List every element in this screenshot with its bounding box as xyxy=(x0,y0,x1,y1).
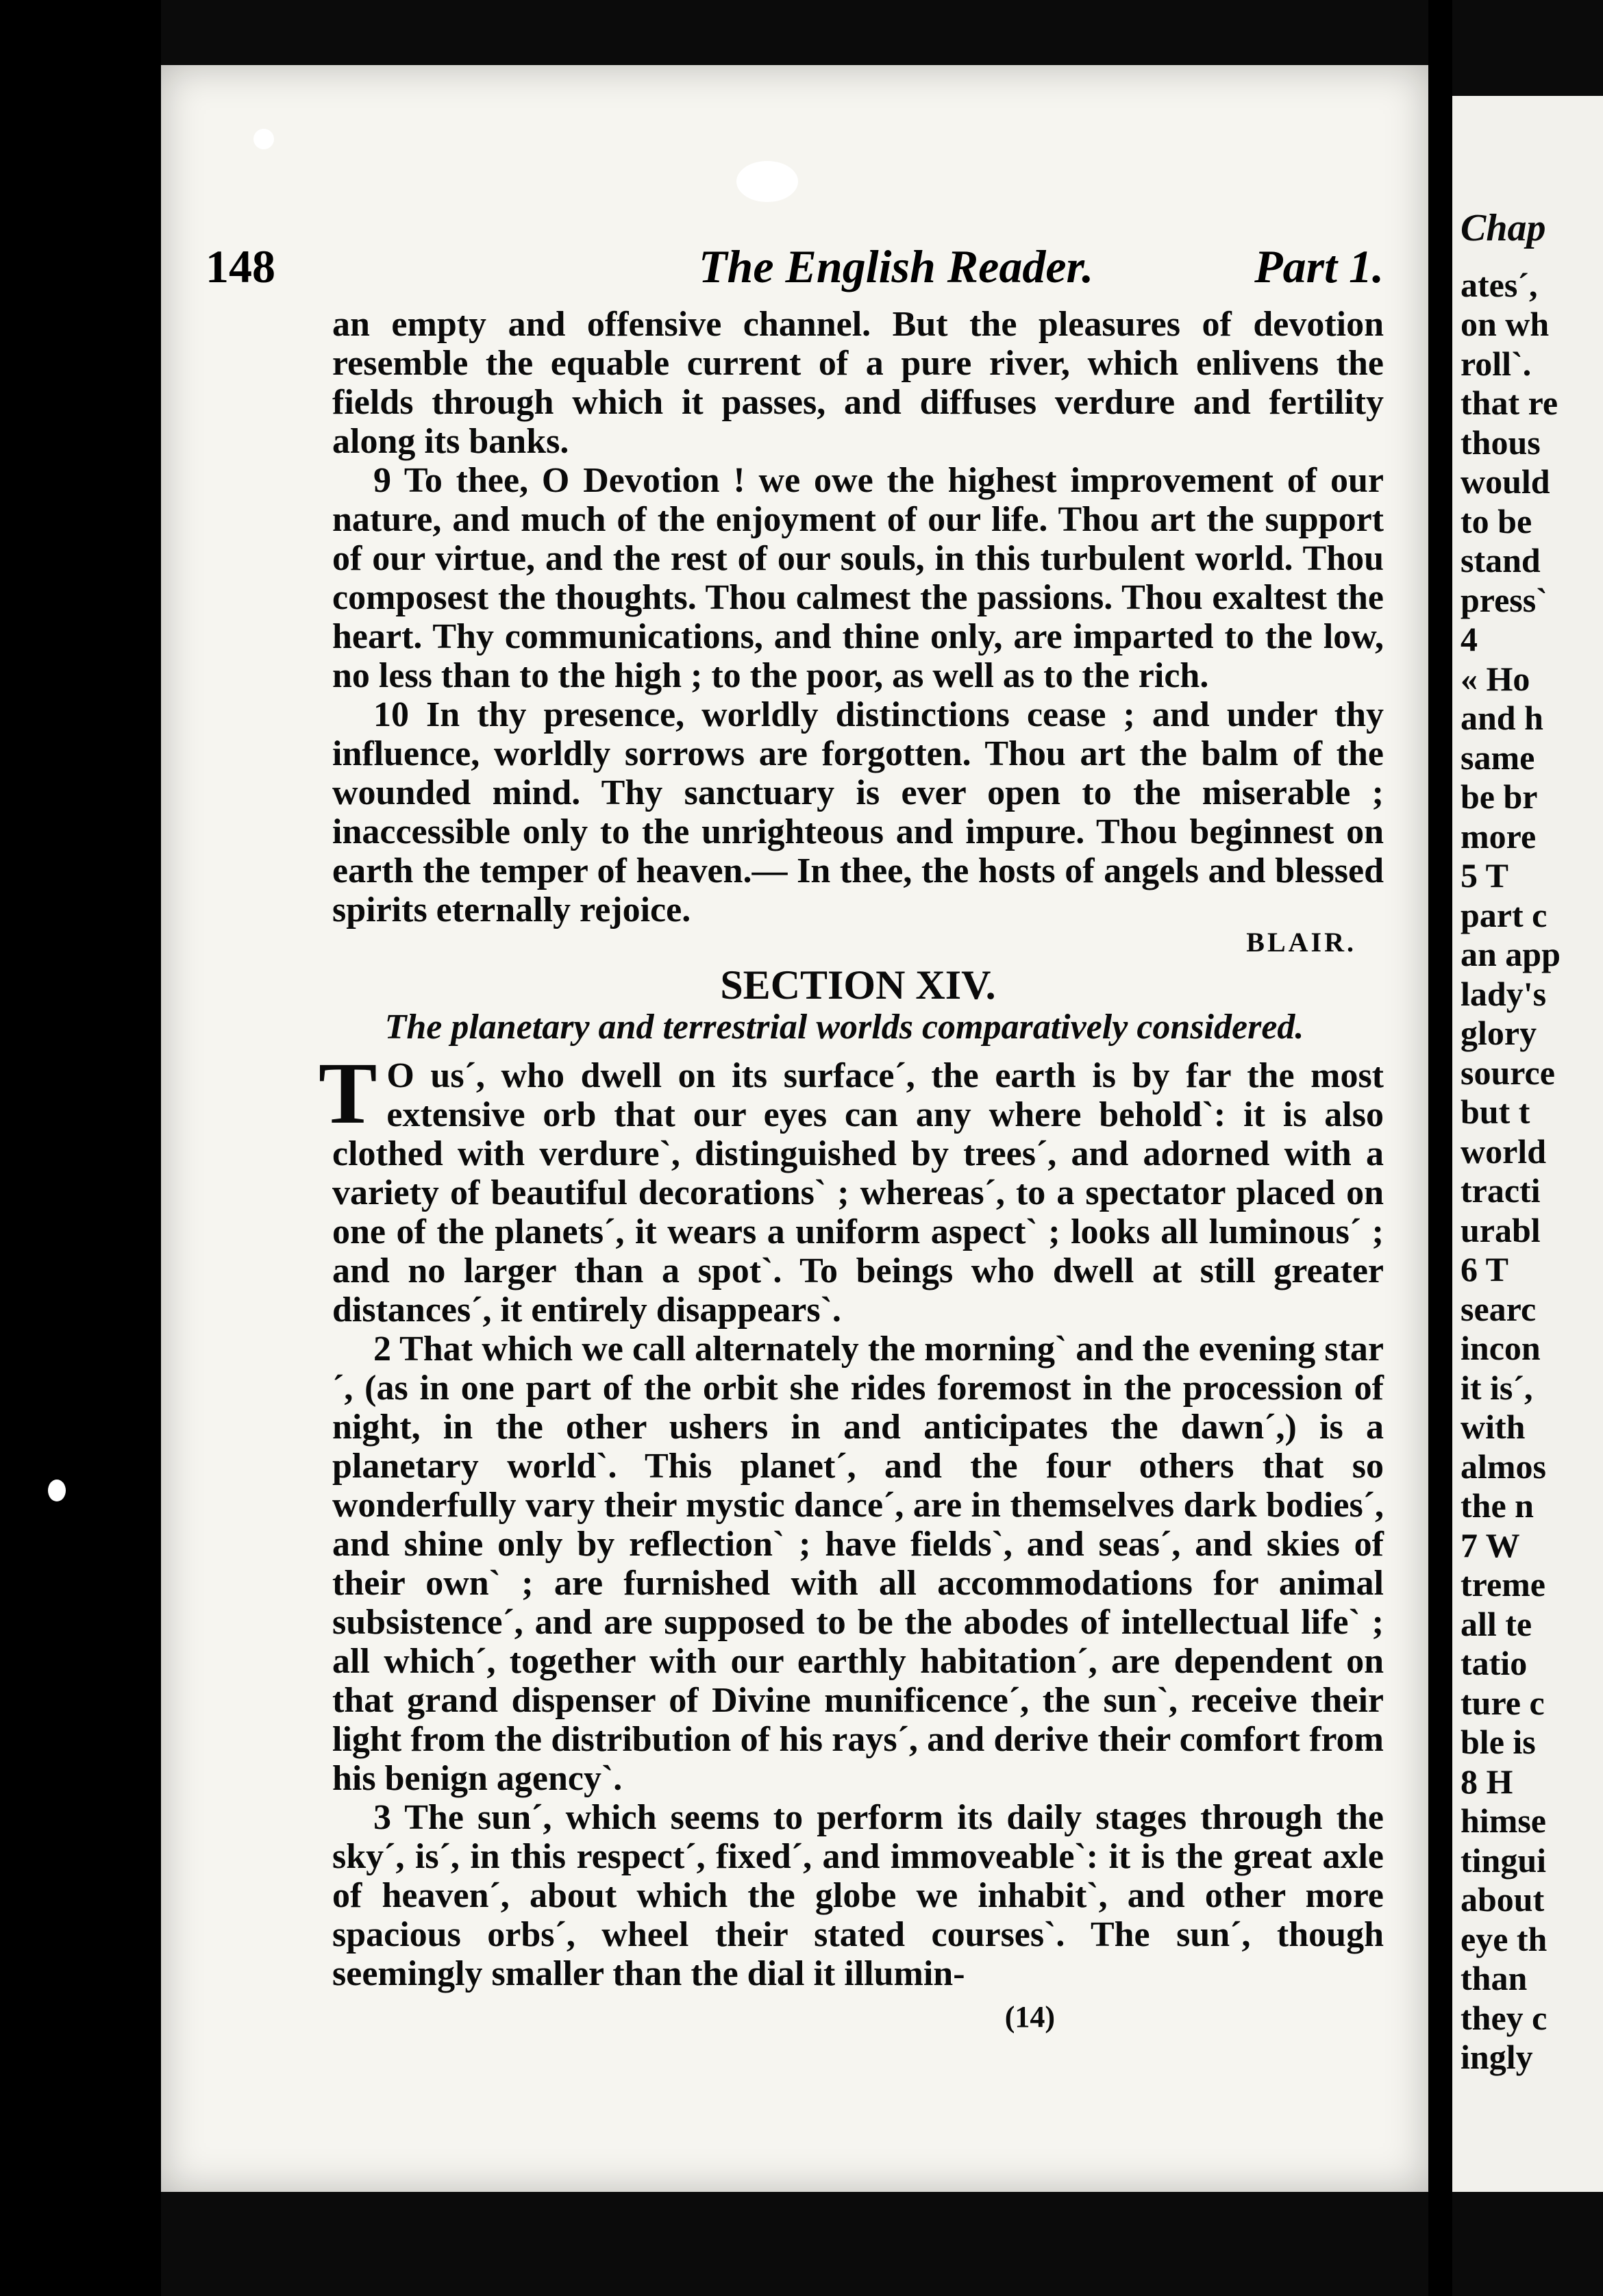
author-signature: BLAIR. xyxy=(1246,927,1356,958)
facing-page-line: would xyxy=(1461,462,1550,501)
facing-page-line: part c xyxy=(1461,895,1548,934)
facing-page-line: they c xyxy=(1461,1998,1548,2037)
facing-page-line: 5 T xyxy=(1461,856,1508,895)
left-binding-shadow xyxy=(0,0,161,2296)
facing-page-line: same xyxy=(1461,738,1535,777)
facing-page-line: and h xyxy=(1461,699,1543,737)
paper-speck xyxy=(736,161,798,202)
facing-page-line: 8 H xyxy=(1461,1762,1513,1801)
facing-page-line: tingui xyxy=(1461,1840,1547,1880)
running-title: The English Reader. xyxy=(699,240,1094,292)
facing-page-line: ble is xyxy=(1461,1723,1536,1761)
facing-page-line: ates´, xyxy=(1461,265,1538,304)
facing-page-line: on wh xyxy=(1461,305,1550,343)
facing-page-line: roll`. xyxy=(1461,344,1532,383)
facing-page-line: treme xyxy=(1461,1565,1545,1604)
section-subtitle: The planetary and terrestrial worlds comparatively considered. xyxy=(384,1008,1304,1047)
facing-page-line: source xyxy=(1461,1053,1555,1092)
facing-page-line: ingly xyxy=(1461,2038,1533,2076)
facing-page-line: lady's xyxy=(1461,974,1547,1013)
section-paragraph-1-text: O us´, who dwell on its surface´, the earth is by far the most extensive orb that our eyes can any where behold`: it is also clothed with verdure`, distinguished by trees´, and adorned with a variety of beautiful decorations` ; whereas´, to a spectator placed on one of the planets´, it wears a uniform aspect` ; looks all luminous´ ; and no larger than a spot`. To beings who dwell at still greater distances´, it entirely disappears`. xyxy=(332,1056,1384,1330)
signature-mark: (14) xyxy=(1004,2000,1055,2034)
facing-page-line: more xyxy=(1461,816,1537,856)
facing-page-line: 7 W xyxy=(1461,1525,1520,1564)
facing-page-line: be br xyxy=(1461,777,1538,816)
facing-page-line: press` xyxy=(1461,580,1548,619)
facing-page-line: tracti xyxy=(1461,1171,1541,1210)
section-paragraph-2: 2 That which we call alternately the morning` and the evening star´, (as in one part of the orbit she rides foremost in the procession of night, in the other ushers in and anticipates the dawn´,) is a planetary world`. This planet´, and the four others that so wonderfully vary their mystic dance´, are in themselves dark bodies´, and shine only by reflection` ; have fields`, and seas´, and skies of their own` ; are furnished with all accommodations for animal subsistence´, and are supposed to be the abodes of intellectual life` ; all which´, together with our earthly habitation´, are dependent on that grand dispenser of Divine munificence´, the sun`, receive their light from the distribution of his rays´, and derive their comfort from his benign agency`. xyxy=(332,1330,1384,1798)
continued-paragraph: an empty and offensive channel. But the pleasures of devotion resemble the equable current of a pure river, which enlivens the fields through which it passes, and diffuses verdure and fertility along its banks. xyxy=(332,305,1384,461)
facing-page-line: to be xyxy=(1461,501,1532,540)
facing-page-header: Chap xyxy=(1461,207,1546,249)
facing-page-line: searc xyxy=(1461,1289,1537,1328)
page-number: 148 xyxy=(206,240,275,292)
part-label: Part 1. xyxy=(1254,240,1384,292)
drop-cap: T xyxy=(319,1045,377,1142)
paragraph-9: 9 To thee, O Devotion ! we owe the highest improvement of our nature, and much of the enjoyment of our life. Thou art the support of our virtue, and the rest of our souls, in this turbulent world. Thou composest the thoughts. Thou calmest the passions. Thou exaltest the heart. Thy communications, and thine only, are imparted to the low, no less than to the high ; to the poor, as well as to the rich. xyxy=(332,461,1384,695)
paragraph-10: 10 In thy presence, worldly distinctions cease ; and under thy influence, worldly sorrows are forgotten. Thou art the balm of the wounded mind. Thy sanctuary is ever open to the miserable ; inaccessible only to the unrighteous and impure. Thou beginnest on earth the temper of heaven.— In thee, the hosts of angels and blessed spirits eternally rejoice. xyxy=(332,695,1384,929)
section-paragraph-1 xyxy=(319,1045,1384,1330)
facing-page-line: « Ho xyxy=(1461,659,1530,698)
facing-page-line: eye th xyxy=(1461,1919,1548,1958)
facing-page-line: world xyxy=(1461,1132,1546,1171)
section-title: SECTION XIV. xyxy=(720,962,996,1008)
facing-page-line: 6 T xyxy=(1461,1250,1508,1288)
facing-page-line: than xyxy=(1461,1959,1528,1997)
facing-page-line: an app xyxy=(1461,935,1561,973)
page-body xyxy=(319,305,1384,2036)
facing-page-line: himse xyxy=(1461,1801,1546,1840)
facing-page-line: with xyxy=(1461,1408,1526,1446)
facing-page-line: but t xyxy=(1461,1093,1530,1131)
paper-speck xyxy=(253,129,274,149)
section-paragraph-3: 3 The sun´, which seems to perform its daily stages through the sky´, is´, in this respect´, fixed´, and immoveable`: it is the great axle of heaven´, about which the globe we inhabit`, and other more spacious orbs´, wheel their stated courses`. The sun´, though seemingly smaller than the dial it illumin- xyxy=(332,1798,1384,1993)
paper-speck xyxy=(48,1480,66,1501)
facing-page-line: it is´, xyxy=(1461,1368,1533,1407)
facing-page-line: ture c xyxy=(1461,1683,1545,1722)
book-gutter xyxy=(1428,0,1452,2296)
facing-page-lines xyxy=(1452,266,1603,2077)
facing-page-line: urabl xyxy=(1461,1210,1541,1249)
facing-page-line: about xyxy=(1461,1880,1545,1919)
page-header xyxy=(206,240,1384,308)
facing-page-line: thous xyxy=(1461,423,1541,462)
facing-page-line: almos xyxy=(1461,1447,1546,1486)
facing-page-line: 4 xyxy=(1461,620,1478,658)
facing-page-line: glory xyxy=(1461,1014,1537,1052)
facing-page-line: all te xyxy=(1461,1604,1532,1643)
facing-page-line: that re xyxy=(1461,384,1558,422)
facing-page-line: tatio xyxy=(1461,1644,1528,1682)
facing-page-line: incon xyxy=(1461,1329,1541,1367)
facing-page-line: the n xyxy=(1461,1486,1534,1525)
facing-page-line: stand xyxy=(1461,541,1541,579)
facing-page-fragment xyxy=(1452,96,1603,2192)
